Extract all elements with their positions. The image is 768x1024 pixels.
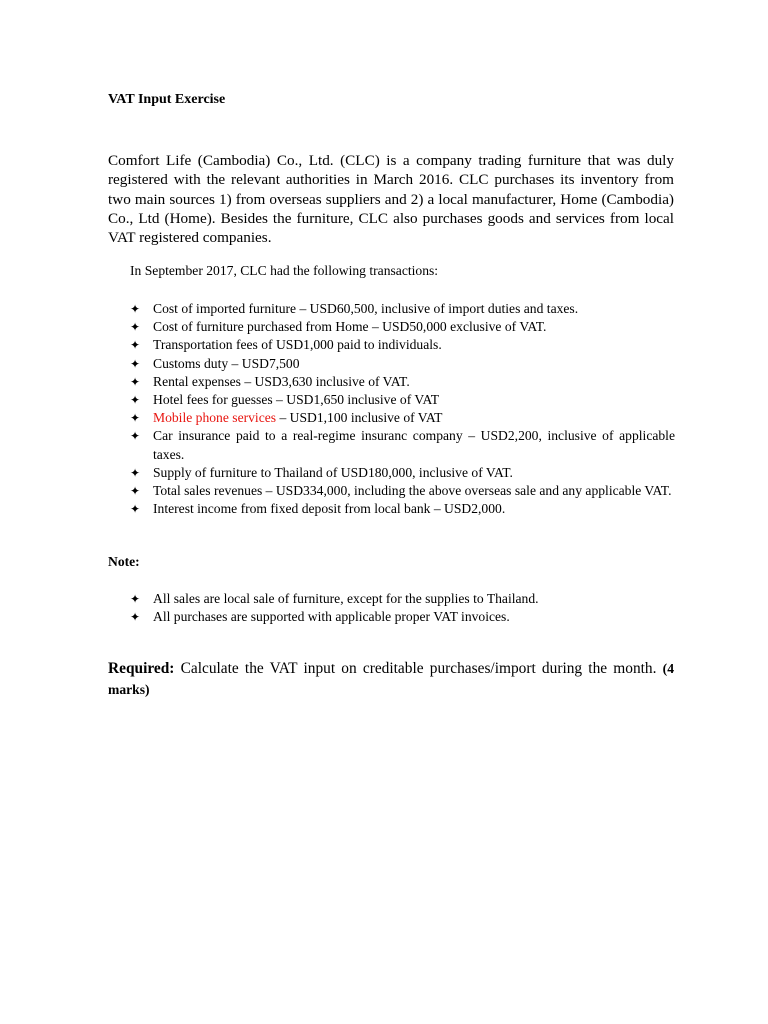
list-item-text: Hotel fees for guesses – USD1,650 inclusive of VAT <box>153 392 440 408</box>
four-pointed-star-icon: ✦ <box>130 338 141 353</box>
list-item-text: Transportation fees of USD1,000 paid to individuals. <box>153 337 442 353</box>
list-item <box>130 608 675 626</box>
required-text: Calculate the VAT input on creditable purchases/import during the month. <box>174 660 663 677</box>
four-pointed-star-icon: ✦ <box>130 592 141 606</box>
list-item <box>130 300 675 318</box>
list-item-text: Interest income from fixed deposit from local bank – USD2,000. <box>153 501 506 517</box>
intro-paragraph: Comfort Life (Cambodia) Co., Ltd. (CLC) is a company trading furniture that was duly registered with the relevant authorities in March 2016. CLC purchases its inventory from two main sources 1) from overseas suppliers and 2) a local manufacturer, Home (Cambodia) Co., Ltd (Home). Besides the furniture, CLC also purchases goods and services from local VAT registered companies. <box>108 152 674 247</box>
list-item <box>130 373 675 391</box>
list-item-text: Total sales revenues – USD334,000, including the above overseas sale and any applicable VAT. <box>153 483 672 499</box>
four-pointed-star-icon: ✦ <box>130 465 141 480</box>
notes-list <box>130 590 675 626</box>
list-item <box>130 500 675 518</box>
four-pointed-star-icon: ✦ <box>130 374 141 389</box>
four-pointed-star-icon: ✦ <box>130 610 141 625</box>
note-heading: Note: <box>108 554 140 569</box>
list-item-text: Cost of furniture purchased from Home – USD50,000 exclusive of VAT. <box>153 319 547 335</box>
four-pointed-star-icon: ✦ <box>130 429 141 444</box>
list-item <box>130 318 675 336</box>
list-item-text: All purchases are supported with applicable proper VAT invoices. <box>153 609 510 625</box>
list-item <box>130 409 675 427</box>
list-item <box>130 336 675 354</box>
four-pointed-star-icon: ✦ <box>130 484 141 499</box>
four-pointed-star-icon: ✦ <box>130 502 141 517</box>
list-item-text: Supply of furniture to Thailand of USD180,000, inclusive of VAT. <box>153 464 513 480</box>
list-item-text: All sales are local sale of furniture, except for the supplies to Thailand. <box>153 591 539 606</box>
four-pointed-star-icon: ✦ <box>130 356 141 371</box>
four-pointed-star-icon: ✦ <box>130 411 141 426</box>
list-item <box>130 482 675 500</box>
transactions-list <box>130 300 675 518</box>
list-item-text: Rental expenses – USD3,630 inclusive of VAT. <box>153 373 410 389</box>
four-pointed-star-icon: ✦ <box>130 302 141 316</box>
list-item-text: – USD1,100 inclusive of VAT <box>276 410 443 426</box>
list-item <box>130 590 675 608</box>
list-item <box>130 391 675 409</box>
list-item-text: Car insurance paid to a real-regime insuranc company – USD2,200, inclusive of applicable taxes. <box>153 428 675 462</box>
highlighted-text: Mobile phone services <box>153 410 277 426</box>
required-label: Required: <box>108 660 175 677</box>
four-pointed-star-icon: ✦ <box>130 320 141 335</box>
required-marks: (4 marks) <box>108 661 674 697</box>
four-pointed-star-icon: ✦ <box>130 393 141 408</box>
required-paragraph <box>108 658 674 700</box>
transactions-lead: In September 2017, CLC had the following transactions: <box>130 263 439 278</box>
list-item-text: Customs duty – USD7,500 <box>153 355 300 371</box>
list-item <box>130 464 675 482</box>
document-title: VAT Input Exercise <box>108 92 226 107</box>
list-item <box>130 427 675 463</box>
list-item-text: Cost of imported furniture – USD60,500, inclusive of import duties and taxes. <box>153 301 579 316</box>
list-item <box>130 355 675 373</box>
